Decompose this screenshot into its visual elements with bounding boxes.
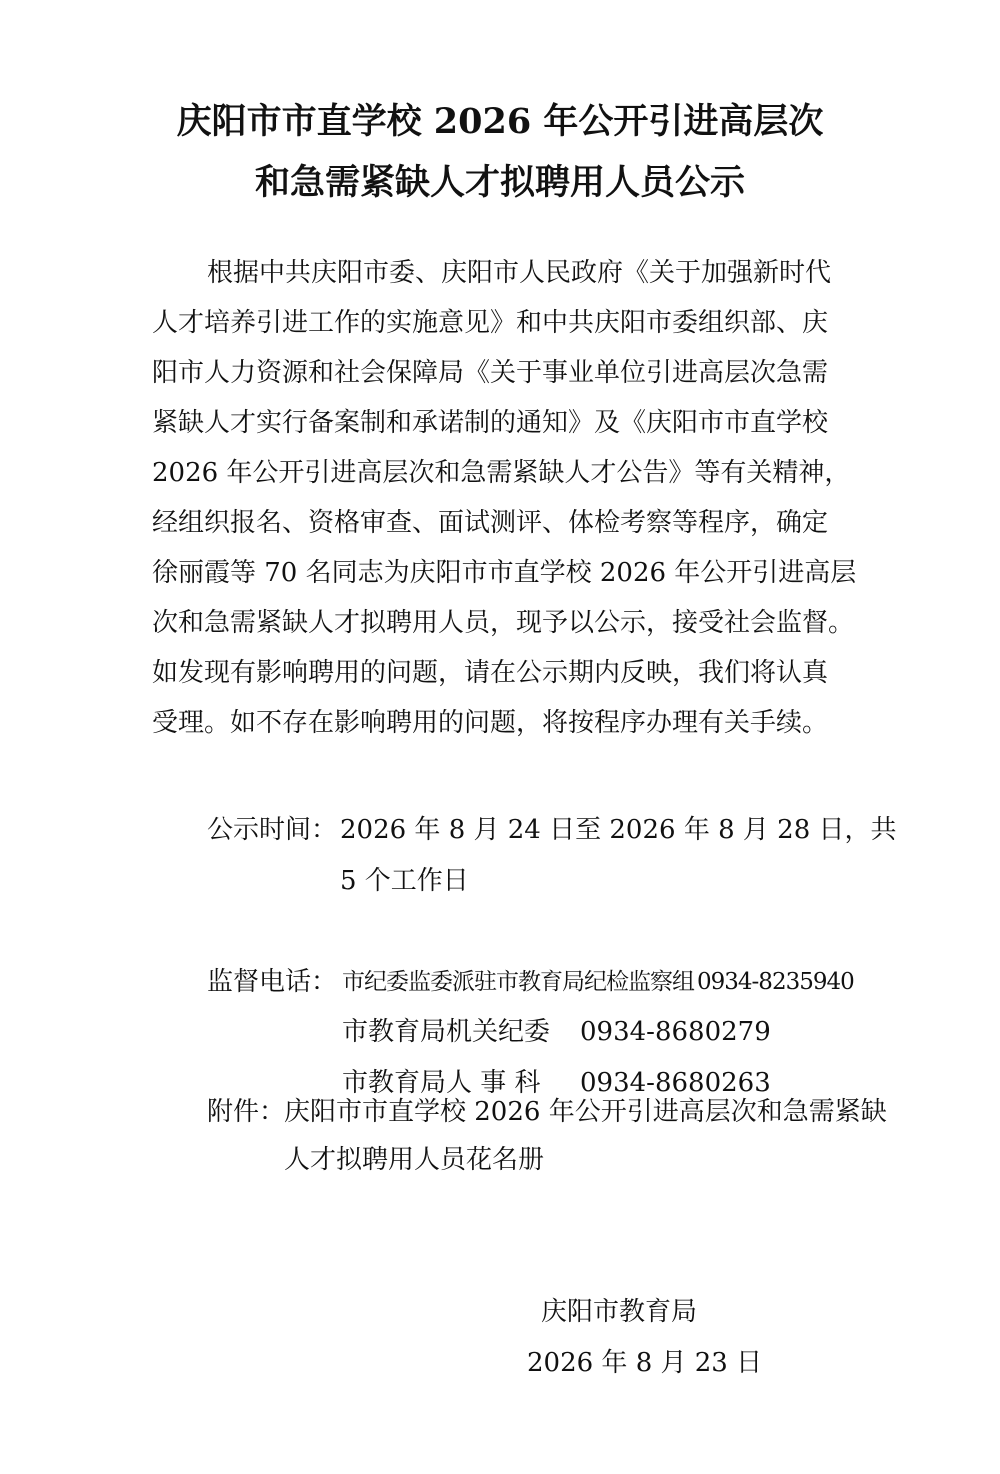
- notice-period-line-1: 2026 年 8 月 24 日至 2026 年 8 月 28 日，共: [340, 815, 897, 845]
- body-line: 紧缺人才实行备案制和承诺制的通知》及《庆阳市市直学校: [152, 408, 829, 438]
- body-line: 受理。如不存在影响聘用的问题，将按程序办理有关手续。: [152, 708, 829, 738]
- notice-period-label: 公示时间：: [207, 815, 338, 845]
- supervision-phone-3: 0934-8680263: [580, 1068, 771, 1098]
- supervision-phone-2: 0934-8680279: [580, 1017, 771, 1047]
- body-line: 徐丽霞等 70 名同志为庆阳市市直学校 2026 年公开引进高层: [152, 558, 857, 588]
- attachment-line-2: 人才拟聘用人员花名册: [284, 1145, 545, 1175]
- body-line: 阳市人力资源和社会保障局《关于事业单位引进高层次急需: [152, 358, 829, 388]
- signature-date: 2026 年 8 月 23 日: [527, 1348, 763, 1378]
- body-line: 2026 年公开引进高层次和急需紧缺人才公告》等有关精神，: [152, 458, 851, 488]
- body-line: 人才培养引进工作的实施意见》和中共庆阳市委组织部、庆: [152, 308, 829, 338]
- signature-org: 庆阳市教育局: [541, 1297, 698, 1327]
- notice-period-line-2: 5 个工作日: [340, 866, 469, 896]
- body-line: 次和急需紧缺人才拟聘用人员，现予以公示，接受社会监督。: [152, 608, 855, 638]
- attachment-label: 附件：: [207, 1097, 286, 1127]
- body-line: 根据中共庆阳市委、庆阳市人民政府《关于加强新时代: [207, 258, 832, 288]
- body-line: 如发现有影响聘用的问题，请在公示期内反映，我们将认真: [152, 658, 829, 688]
- supervision-org-3: 市教育局人 事 科: [342, 1068, 541, 1098]
- supervision-phone-1: 0934-8235940: [697, 969, 854, 995]
- supervision-org-1: 市纪委监委派驻市教育局纪检监察组: [342, 969, 694, 995]
- body-line: 经组织报名、资格审查、面试测评、体检考察等程序，确定: [152, 508, 829, 538]
- supervision-label: 监督电话：: [207, 967, 338, 997]
- document-title-line-2: 和急需紧缺人才拟聘用人员公示: [254, 162, 745, 203]
- document-title-line-1: 庆阳市市直学校 2026 年公开引进高层次: [176, 101, 824, 142]
- attachment-line-1: 庆阳市市直学校 2026 年公开引进高层次和急需紧缺: [284, 1097, 887, 1127]
- body-paragraph: [152, 248, 857, 748]
- supervision-org-2: 市教育局机关纪委: [342, 1017, 551, 1047]
